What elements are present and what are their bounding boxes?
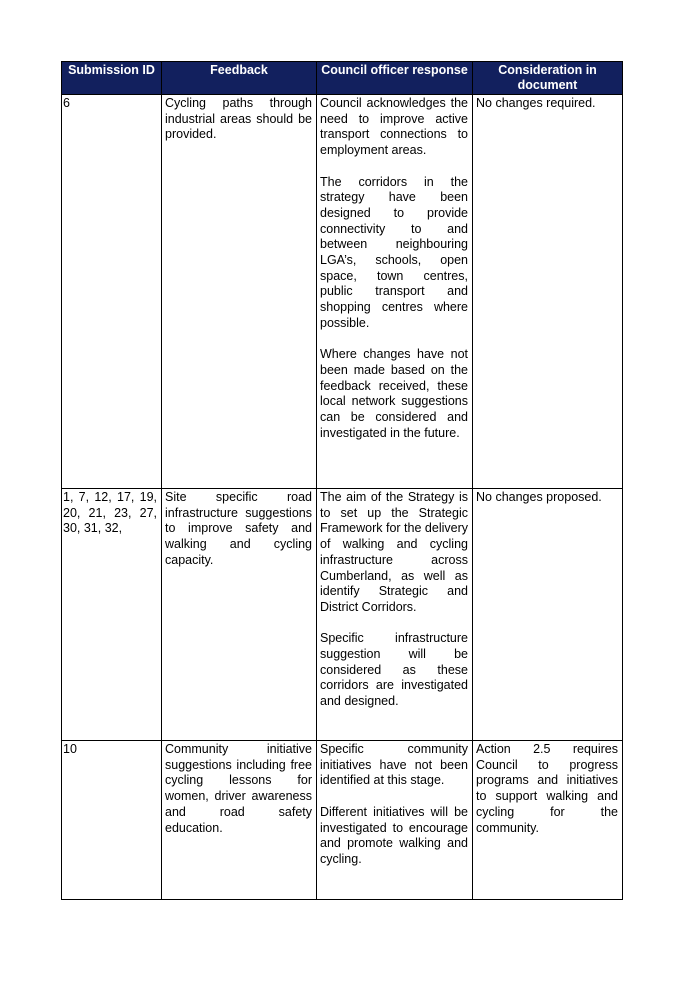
feedback-cell: Community initiative suggestions including free cycling lessons for women, driver awareness and road safety education. bbox=[162, 741, 317, 900]
header-row bbox=[62, 62, 623, 95]
response-paragraph: Council acknowledges the need to improve active transport connections to employment areas. bbox=[320, 96, 468, 158]
header-council-officer-response: Council officer response bbox=[317, 62, 473, 95]
header-consideration-in-document: Consideration in document bbox=[473, 62, 623, 95]
consideration-cell: No changes required. bbox=[473, 95, 623, 489]
response-paragraph: Different initiatives will be investigated to encourage and promote walking and cycling. bbox=[320, 804, 468, 866]
table-row bbox=[62, 489, 623, 741]
response-paragraph: Specific infrastructure suggestion will be considered as these corridors are investigated and designed. bbox=[320, 631, 468, 709]
response-paragraph: Specific community initiatives have not been identified at this stage. bbox=[320, 742, 468, 788]
response-paragraph: The corridors in the strategy have been designed to provide connectivity to and between neighbouring LGA’s, schools, open space, town centres, public transport and shopping centres where possible. bbox=[320, 174, 468, 330]
header-submission-id: Submission ID bbox=[62, 62, 162, 95]
response-cell bbox=[317, 741, 473, 900]
response-cell bbox=[317, 489, 473, 741]
table-row bbox=[62, 741, 623, 900]
feedback-cell: Cycling paths through industrial areas should be provided. bbox=[162, 95, 317, 489]
response-cell bbox=[317, 95, 473, 489]
response-paragraph: Where changes have not been made based on the feedback received, these local network suggestions can be considered and investigated in the future. bbox=[320, 347, 468, 440]
consideration-cell: Action 2.5 requires Council to progress programs and initiatives to support walking and cycling for the community. bbox=[473, 741, 623, 900]
submission-id-cell: 6 bbox=[62, 95, 162, 489]
header-feedback: Feedback bbox=[162, 62, 317, 95]
submission-id-cell: 1, 7, 12, 17, 19, 20, 21, 23, 27, 30, 31, 32, bbox=[62, 489, 162, 741]
feedback-cell: Site specific road infrastructure suggestions to improve safety and walking and cycling capacity. bbox=[162, 489, 317, 741]
submission-id-cell: 10 bbox=[62, 741, 162, 900]
table-row bbox=[62, 95, 623, 489]
response-paragraph: The aim of the Strategy is to set up the Strategic Framework for the delivery of walking and cycling infrastructure across Cumberland, as well as identify Strategic and District Corridors. bbox=[320, 490, 468, 614]
feedback-table bbox=[61, 61, 623, 900]
consideration-cell: No changes proposed. bbox=[473, 489, 623, 741]
